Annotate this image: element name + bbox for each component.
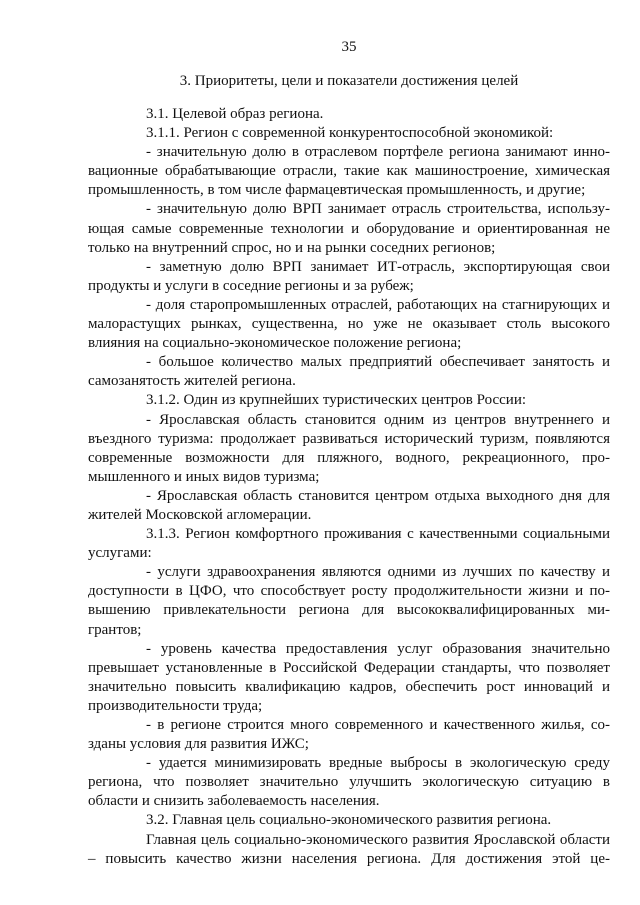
paragraph-main-goal-heading: 3.2. Главная цель социально-экономического развития региона.: [146, 812, 552, 829]
bullet-old-industries: - доля старопромышленных отраслей, работающих на стагнирующих и малорастущих рынках, существенна, но уже не оказывает столь высокого влияния на социально-экономическое положение региона;: [88, 296, 610, 352]
bullet-small-business: - большое количество малых предприятий обеспечивает занятость и самозанятость жителей региона.: [88, 354, 610, 390]
bullet-ecology: - удается минимизировать вредные выбросы в экологическую среду региона, что позволяет значительно улучшить экологическую ситуацию в области и снизить заболеваемость населения.: [88, 755, 610, 810]
page-number: 35: [341, 39, 357, 55]
bullet-housing: - в регионе строится много современного и качественного жилья, созданы условия для развития ИЖС;: [88, 717, 610, 753]
paragraph-main-goal: Главная цель социально-экономического развития Ярославской области – повысить качество жизни населения региона. Для достижения этой це-: [88, 831, 610, 867]
paragraph-competitive-economy: 3.1.1. Регион с современной конкурентоспособной экономикой:: [146, 125, 554, 142]
bullet-innovative-industries: - значительную долю в отраслевом портфеле региона занимают инновационные обрабатывающие отрасли, такие как машиностроение, химическая промышленность, в том числе фармацевтическая промышленность, и другие;: [88, 144, 610, 199]
section-heading: 3. Приоритеты, цели и показатели достижения целей: [179, 73, 519, 89]
bullet-weekend-recreation: - Ярославская область становится центром отдыха выходного дня для жителей Московской агломерации.: [88, 487, 610, 523]
paragraph-target-image: 3.1. Целевой образ региона.: [146, 106, 324, 122]
paragraph-comfortable-living: 3.1.3. Регион комфортного проживания с качественными социальными услугами:: [88, 526, 610, 562]
bullet-it-industry: - заметную долю ВРП занимает ИТ-отрасль, экспортирующая свои продукты и услуги в соседние регионы и за рубеж;: [88, 258, 610, 294]
bullet-domestic-tourism: - Ярославская область становится одним из центров внутреннего и въездного туризма: продолжает развиваться исторический туризм, появляются современные возможности для пляжного, водного, рекреационного, промышленного и иных видов туризма;: [88, 411, 610, 485]
bullet-education: - уровень качества предоставления услуг образования значительно превышает установленные в Российской Федерации стандарты, что позволяет значительно повысить квалификацию кадров, обеспечить рост инноваций и производительности труда;: [88, 640, 610, 714]
bullet-healthcare: - услуги здравоохранения являются одними из лучших по качеству и доступности в ЦФО, что способствует росту продолжительности жизни и повышению привлекательности региона для высококвалифицированных мигрантов;: [88, 564, 610, 638]
bullet-construction: - значительную долю ВРП занимает отрасль строительства, использующая самые современные технологии и оборудование и ориентированная не только на внутренний спрос, но и на рынки соседних регионов;: [88, 201, 610, 256]
paragraph-tourism-center: 3.1.2. Один из крупнейших туристических центров России:: [146, 392, 527, 409]
